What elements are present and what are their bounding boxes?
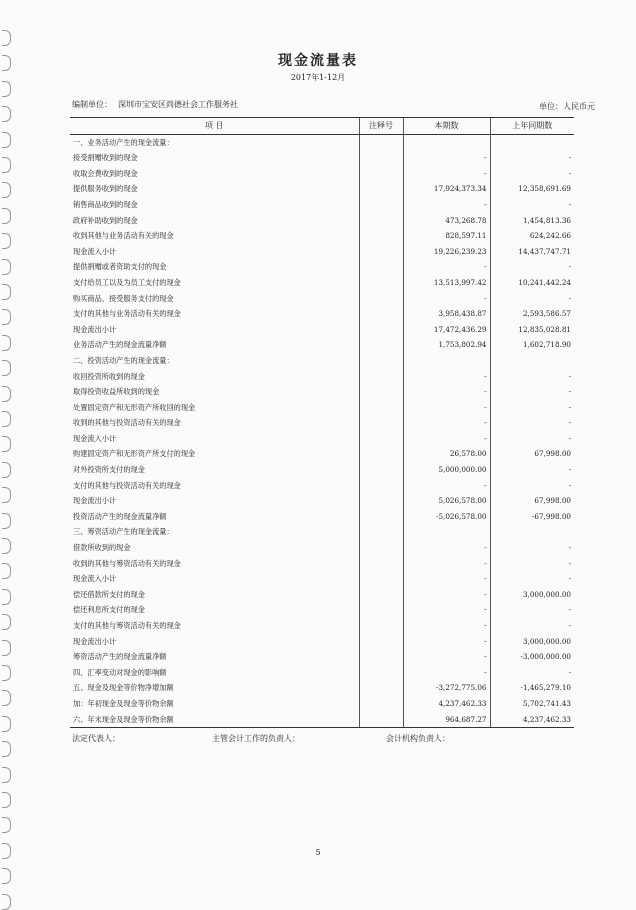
row-current-amount: 1,753,802.94 bbox=[403, 337, 490, 353]
table-row bbox=[70, 540, 574, 556]
binding-ring bbox=[2, 411, 11, 427]
row-current-amount: - bbox=[403, 587, 490, 603]
row-item-label: 收到的其他与投资活动有关的现金 bbox=[73, 418, 181, 428]
table-row bbox=[70, 400, 574, 416]
table-row bbox=[70, 478, 574, 494]
table-row bbox=[70, 197, 574, 213]
row-current-amount: 5,026,578.00 bbox=[403, 493, 490, 509]
row-note bbox=[359, 712, 403, 728]
row-current-amount: - bbox=[403, 478, 490, 494]
row-note bbox=[359, 509, 403, 525]
row-prior-amount: - bbox=[490, 291, 574, 307]
row-item-label: 四、汇率变动对现金的影响额 bbox=[73, 667, 167, 677]
binding-ring bbox=[2, 614, 11, 630]
row-item-label: 现金流出小计 bbox=[73, 324, 117, 334]
table-row bbox=[70, 275, 574, 291]
row-item-label: 现金流入小计 bbox=[73, 574, 117, 584]
row-note bbox=[359, 228, 403, 244]
row-note bbox=[359, 665, 403, 681]
table-row bbox=[70, 571, 574, 587]
row-current-amount: - bbox=[403, 150, 490, 166]
row-current-amount bbox=[403, 134, 490, 150]
row-current-amount: - bbox=[403, 571, 490, 587]
row-item-label: 收到其他与业务活动有关的现金 bbox=[73, 231, 174, 241]
row-prior-amount: 3,000,000.00 bbox=[490, 587, 574, 603]
row-current-amount: 828,597.11 bbox=[403, 228, 490, 244]
row-current-amount: - bbox=[403, 259, 490, 275]
table-row bbox=[70, 524, 574, 540]
accounting-department-head: 会计机构负责人： bbox=[386, 734, 450, 743]
page-title: 现金流量表 bbox=[278, 53, 358, 69]
row-item-label: 支付给员工以及为员工支付的现金 bbox=[73, 277, 181, 287]
table-row bbox=[70, 415, 574, 431]
row-note bbox=[359, 431, 403, 447]
table-row bbox=[70, 680, 574, 696]
table-row bbox=[70, 509, 574, 525]
row-prior-amount: - bbox=[490, 197, 574, 213]
binding-ring bbox=[2, 259, 11, 275]
row-note bbox=[359, 524, 403, 540]
binding-ring bbox=[2, 589, 11, 605]
row-current-amount: - bbox=[403, 384, 490, 400]
row-note bbox=[359, 181, 403, 197]
row-note bbox=[359, 384, 403, 400]
row-prior-amount: 14,437,747.71 bbox=[490, 244, 574, 260]
row-current-amount: - bbox=[403, 415, 490, 431]
row-prior-amount: -67,998.00 bbox=[490, 509, 574, 525]
table-row bbox=[70, 462, 574, 478]
row-prior-amount bbox=[490, 524, 574, 540]
row-note bbox=[359, 259, 403, 275]
binding-ring bbox=[2, 690, 11, 706]
row-note bbox=[359, 478, 403, 494]
table-row bbox=[70, 431, 574, 447]
row-prior-amount: 2,593,586.57 bbox=[490, 306, 574, 322]
row-item-label: 现金流入小计 bbox=[73, 433, 117, 443]
row-note bbox=[359, 415, 403, 431]
row-prior-amount: 12,358,691.69 bbox=[490, 181, 574, 197]
row-current-amount: - bbox=[403, 540, 490, 556]
row-note bbox=[359, 571, 403, 587]
row-current-amount: - bbox=[403, 369, 490, 385]
table-row bbox=[70, 446, 574, 462]
report-period: 2017年1-12月 bbox=[290, 73, 346, 82]
row-current-amount: - bbox=[403, 649, 490, 665]
binding-ring bbox=[2, 106, 11, 122]
row-current-amount: - bbox=[403, 602, 490, 618]
row-note bbox=[359, 369, 403, 385]
row-item-label: 筹资活动产生的现金流量净额 bbox=[73, 652, 167, 662]
binding-ring bbox=[2, 513, 11, 529]
row-prior-amount bbox=[490, 353, 574, 369]
column-header-prior: 上年同期数 bbox=[490, 118, 574, 135]
row-current-amount: - bbox=[403, 291, 490, 307]
row-prior-amount: - bbox=[490, 384, 574, 400]
table-body bbox=[70, 134, 574, 728]
binding-ring bbox=[2, 716, 11, 732]
binding-ring bbox=[2, 767, 11, 783]
table-row bbox=[70, 134, 574, 150]
binding-ring bbox=[2, 208, 11, 224]
currency-unit: 单位：人民币元 bbox=[539, 102, 595, 111]
table-row bbox=[70, 493, 574, 509]
binding-ring bbox=[2, 284, 11, 300]
row-current-amount: 3,958,438.87 bbox=[403, 306, 490, 322]
binding-ring bbox=[2, 538, 11, 554]
binding-ring bbox=[2, 182, 11, 198]
page-number: 5 bbox=[315, 848, 321, 857]
row-prior-amount: - bbox=[490, 431, 574, 447]
row-note bbox=[359, 244, 403, 260]
binding-ring bbox=[2, 157, 11, 173]
row-item-label: 取得投资收益所收到的现金 bbox=[73, 387, 160, 397]
row-item-label: 二、投资活动产生的现金流量： bbox=[73, 355, 174, 365]
row-note bbox=[359, 150, 403, 166]
row-item-label: 提供捐赠或者资助支付的现金 bbox=[73, 262, 167, 272]
row-item-label: 借款所收到的现金 bbox=[73, 543, 131, 553]
row-note bbox=[359, 587, 403, 603]
row-note bbox=[359, 166, 403, 182]
cash-flow-table bbox=[70, 117, 574, 728]
row-item-label: 支付的其他与筹资活动有关的现金 bbox=[73, 621, 181, 630]
binding-ring bbox=[2, 792, 11, 808]
table-row bbox=[70, 587, 574, 603]
row-note bbox=[359, 337, 403, 353]
row-current-amount: - bbox=[403, 400, 490, 416]
row-note bbox=[359, 618, 403, 634]
row-current-amount: 17,472,436.29 bbox=[403, 322, 490, 338]
row-prior-amount: - bbox=[490, 400, 574, 416]
binding-ring bbox=[2, 462, 11, 478]
binding-ring bbox=[2, 665, 11, 681]
row-prior-amount: 67,998.00 bbox=[490, 493, 574, 509]
row-current-amount: - bbox=[403, 665, 490, 681]
binding-ring bbox=[2, 741, 11, 757]
table-row bbox=[70, 618, 574, 634]
row-current-amount bbox=[403, 353, 490, 369]
row-note bbox=[359, 197, 403, 213]
table-row bbox=[70, 228, 574, 244]
binding-ring bbox=[2, 81, 11, 97]
binding-ring bbox=[2, 335, 11, 351]
row-item-label: 偿还利息所支付的现金 bbox=[73, 605, 145, 615]
row-note bbox=[359, 649, 403, 665]
row-item-label: 偿还借款所支付的现金 bbox=[73, 589, 145, 599]
row-item-label: 投资活动产生的现金流量净额 bbox=[73, 511, 167, 521]
table-row bbox=[70, 602, 574, 618]
row-current-amount: 473,268.78 bbox=[403, 213, 490, 229]
organization bbox=[72, 99, 238, 110]
row-item-label: 处置固定资产和无形资产所收回的现金 bbox=[73, 402, 196, 412]
row-item-label: 现金流出小计 bbox=[73, 636, 117, 646]
row-item-label: 加：年初现金及现金等价物余额 bbox=[73, 698, 174, 708]
table-row bbox=[70, 556, 574, 572]
row-note bbox=[359, 446, 403, 462]
row-note bbox=[359, 540, 403, 556]
row-note bbox=[359, 634, 403, 650]
row-current-amount bbox=[403, 524, 490, 540]
row-current-amount: - bbox=[403, 618, 490, 634]
row-current-amount: - bbox=[403, 634, 490, 650]
row-current-amount: 19,226,239.23 bbox=[403, 244, 490, 260]
table-row bbox=[70, 322, 574, 338]
binding-rings bbox=[0, 0, 14, 900]
row-note bbox=[359, 400, 403, 416]
row-prior-amount: 624,242.66 bbox=[490, 228, 574, 244]
row-prior-amount: 3,000,000.00 bbox=[490, 634, 574, 650]
row-item-label: 对外投资所支付的现金 bbox=[73, 465, 145, 475]
row-item-label: 接受捐赠收到的现金 bbox=[73, 153, 138, 163]
row-prior-amount: - bbox=[490, 618, 574, 634]
row-note bbox=[359, 322, 403, 338]
row-item-label: 业务活动产生的现金流量净额 bbox=[73, 340, 167, 350]
table-row bbox=[70, 337, 574, 353]
table-row bbox=[70, 369, 574, 385]
binding-ring bbox=[2, 309, 11, 325]
row-item-label: 支付的其他与投资活动有关的现金 bbox=[73, 480, 181, 490]
binding-ring bbox=[2, 868, 11, 884]
row-prior-amount: - bbox=[490, 571, 574, 587]
table-row bbox=[70, 353, 574, 369]
row-note bbox=[359, 696, 403, 712]
row-prior-amount: - bbox=[490, 150, 574, 166]
row-prior-amount: - bbox=[490, 478, 574, 494]
row-prior-amount: 67,998.00 bbox=[490, 446, 574, 462]
row-prior-amount: 4,237,462.33 bbox=[490, 712, 574, 728]
table-row bbox=[70, 181, 574, 197]
table-row bbox=[70, 384, 574, 400]
binding-ring bbox=[2, 563, 11, 579]
row-note bbox=[359, 462, 403, 478]
row-prior-amount: 10,241,442.24 bbox=[490, 275, 574, 291]
row-note bbox=[359, 134, 403, 150]
binding-ring bbox=[2, 894, 11, 910]
binding-ring bbox=[2, 132, 11, 148]
table-row bbox=[70, 213, 574, 229]
table-row bbox=[70, 712, 574, 728]
table-header-row bbox=[70, 118, 574, 135]
column-header-current: 本期数 bbox=[403, 118, 490, 135]
table-row bbox=[70, 291, 574, 307]
row-prior-amount: - bbox=[490, 602, 574, 618]
row-current-amount: -5,026,578.00 bbox=[403, 509, 490, 525]
row-note bbox=[359, 275, 403, 291]
row-note bbox=[359, 493, 403, 509]
row-current-amount: 964,687.27 bbox=[403, 712, 490, 728]
table-row bbox=[70, 634, 574, 650]
row-item-label: 购建固定资产和无形资产所支付的现金 bbox=[73, 449, 196, 459]
row-current-amount: 13,513,997.42 bbox=[403, 275, 490, 291]
row-current-amount: -3,272,775.06 bbox=[403, 680, 490, 696]
row-prior-amount: - bbox=[490, 166, 574, 182]
table-row bbox=[70, 665, 574, 681]
binding-ring bbox=[2, 436, 11, 452]
row-note bbox=[359, 353, 403, 369]
row-note bbox=[359, 306, 403, 322]
row-current-amount: 5,000,000.00 bbox=[403, 462, 490, 478]
row-prior-amount: -1,465,279.10 bbox=[490, 680, 574, 696]
row-prior-amount: 1,454,813.36 bbox=[490, 213, 574, 229]
row-current-amount: - bbox=[403, 431, 490, 447]
row-item-label: 支付的其他与业务活动有关的现金 bbox=[73, 309, 181, 319]
binding-ring bbox=[2, 233, 11, 249]
row-item-label: 六、年末现金及现金等价物余额 bbox=[70, 712, 359, 728]
row-current-amount: - bbox=[403, 556, 490, 572]
row-prior-amount: 5,702,741.43 bbox=[490, 696, 574, 712]
column-header-item: 项 目 bbox=[70, 118, 359, 135]
table-row bbox=[70, 150, 574, 166]
row-item-label: 五、现金及现金等价物净增加额 bbox=[73, 683, 174, 693]
legal-representative: 法定代表人： bbox=[72, 734, 120, 743]
row-item-label: 现金流入小计 bbox=[73, 246, 117, 256]
table-row bbox=[70, 696, 574, 712]
row-note bbox=[359, 556, 403, 572]
row-current-amount: - bbox=[403, 166, 490, 182]
table-row bbox=[70, 244, 574, 260]
accounting-supervisor: 主管会计工作的负责人： bbox=[212, 734, 300, 743]
table-row bbox=[70, 166, 574, 182]
row-prior-amount: - bbox=[490, 665, 574, 681]
row-item-label: 一、业务活动产生的现金流量： bbox=[73, 137, 174, 147]
row-note bbox=[359, 291, 403, 307]
row-prior-amount: - bbox=[490, 415, 574, 431]
org-name: 深圳市宝安区尚德社会工作服务社 bbox=[118, 100, 238, 109]
binding-ring bbox=[2, 487, 11, 503]
row-prior-amount: 1,602,718.90 bbox=[490, 337, 574, 353]
row-prior-amount: - bbox=[490, 369, 574, 385]
row-current-amount: 17,924,373.34 bbox=[403, 181, 490, 197]
row-item-label: 收回投资所收到的现金 bbox=[73, 371, 145, 381]
binding-ring bbox=[2, 640, 11, 656]
row-prior-amount bbox=[490, 134, 574, 150]
row-note bbox=[359, 602, 403, 618]
row-prior-amount: -3,000,000.00 bbox=[490, 649, 574, 665]
row-prior-amount: - bbox=[490, 259, 574, 275]
row-item-label: 购买商品、接受服务支付的现金 bbox=[73, 293, 174, 303]
row-prior-amount: - bbox=[490, 540, 574, 556]
row-item-label: 现金流出小计 bbox=[73, 496, 117, 506]
row-current-amount: 26,578.00 bbox=[403, 446, 490, 462]
binding-ring bbox=[2, 386, 11, 402]
binding-ring bbox=[2, 30, 11, 46]
row-item-label: 收取会费收到的现金 bbox=[73, 168, 138, 178]
table-row bbox=[70, 306, 574, 322]
row-item-label: 提供服务收到的现金 bbox=[73, 184, 138, 194]
row-note bbox=[359, 680, 403, 696]
row-item-label: 销售商品收到的现金 bbox=[73, 199, 138, 209]
row-item-label: 收到的其他与筹资活动有关的现金 bbox=[73, 558, 181, 568]
org-label: 编制单位： bbox=[72, 100, 112, 109]
row-current-amount: 4,237,462.33 bbox=[403, 696, 490, 712]
row-prior-amount: - bbox=[490, 556, 574, 572]
row-note bbox=[359, 213, 403, 229]
row-prior-amount: - bbox=[490, 462, 574, 478]
table-row bbox=[70, 259, 574, 275]
row-prior-amount: 12,835,028.81 bbox=[490, 322, 574, 338]
row-item-label: 政府补助收到的现金 bbox=[73, 215, 138, 225]
column-header-note: 注释号 bbox=[359, 118, 403, 135]
binding-ring bbox=[2, 817, 11, 833]
binding-ring bbox=[2, 360, 11, 376]
row-item-label: 三、筹资活动产生的现金流量： bbox=[73, 527, 174, 537]
row-current-amount: - bbox=[403, 197, 490, 213]
table-row bbox=[70, 649, 574, 665]
